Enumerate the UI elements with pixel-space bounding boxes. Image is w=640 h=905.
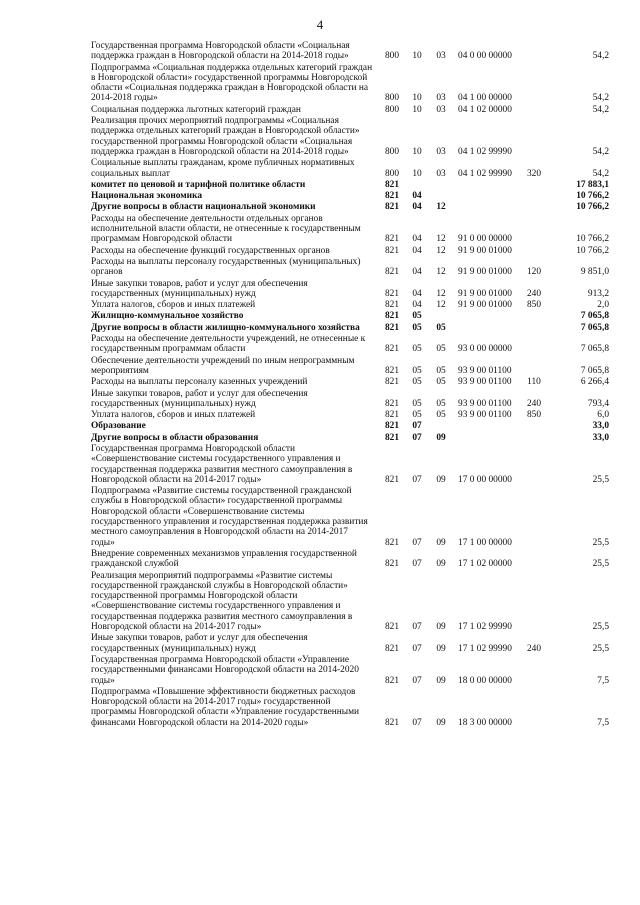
row-target-article-code [454, 323, 522, 334]
row-target-article-code: 93 9 00 01100 [458, 377, 512, 388]
row-expense-type-code [522, 311, 546, 322]
row-amount: 9 851,0 [580, 267, 609, 278]
row-amount: 33,0 [592, 421, 609, 432]
row-subsection-code [428, 421, 454, 432]
budget-table-body [91, 41, 609, 729]
row-ved-code: 821 [384, 622, 400, 633]
row-expense-type-code: 240 [526, 643, 542, 654]
row-amount: 33,0 [592, 432, 609, 443]
table-row [91, 158, 609, 180]
table-row [91, 105, 609, 116]
row-subsection-code: 05 [436, 344, 446, 355]
table-row [91, 655, 609, 687]
row-subsection-code: 05 [436, 322, 446, 333]
row-name: комитет по ценовой и тарифной политике области [91, 179, 306, 190]
row-target-article-code: 04 1 02 99990 [458, 146, 512, 157]
row-subsection-code: 09 [436, 717, 446, 728]
row-ved-code: 821 [384, 643, 400, 654]
row-target-article-code: 91 9 00 01000 [458, 288, 512, 299]
row-expense-type-code: 110 [527, 377, 541, 388]
row-ved-code: 821 [384, 365, 400, 376]
table-row [91, 334, 609, 356]
row-name: Уплата налогов, сборов и иных платежей [91, 410, 256, 421]
row-ved-code: 821 [384, 675, 400, 686]
row-amount: 6 266,4 [580, 377, 609, 388]
table-row [91, 63, 609, 105]
row-section-code: 05 [412, 365, 422, 376]
row-section-code: 10 [412, 104, 422, 115]
row-section-code: 07 [412, 675, 422, 686]
row-name: Образование [91, 421, 146, 432]
row-target-article-code: 91 9 00 01000 [458, 267, 512, 278]
row-ved-code: 800 [384, 93, 400, 104]
row-subsection-code: 09 [436, 474, 446, 485]
row-section-code: 07 [412, 643, 422, 654]
row-expense-type-code: 320 [526, 168, 542, 179]
row-target-article-code: 93 9 00 01100 [458, 410, 512, 421]
row-amount: 10 766,2 [576, 202, 609, 213]
row-amount: 54,2 [592, 51, 609, 62]
row-target-article-code: 17 0 00 00000 [458, 474, 512, 485]
row-expense-type-code [522, 214, 546, 246]
row-section-code: 10 [412, 146, 422, 157]
row-amount: 913,2 [587, 288, 609, 299]
row-subsection-code: 09 [436, 643, 446, 654]
row-target-article-code [454, 311, 522, 322]
table-row [91, 180, 609, 191]
row-amount: 7 065,8 [580, 311, 609, 322]
row-subsection-code: 09 [436, 559, 446, 570]
table-row [91, 257, 609, 279]
row-subsection-code: 12 [436, 202, 446, 213]
row-target-article-code: 93 9 00 01100 [458, 365, 512, 376]
row-name: Уплата налогов, сборов и иных платежей [91, 300, 256, 311]
row-ved-code: 800 [384, 51, 400, 62]
row-expense-type-code [522, 687, 546, 729]
row-ved-code: 821 [384, 717, 400, 728]
row-subsection-code: 09 [436, 675, 446, 686]
row-amount: 7 065,8 [580, 322, 609, 333]
row-ved-code: 821 [384, 377, 400, 388]
row-section-code: 05 [412, 344, 422, 355]
row-name: Другие вопросы в области образования [91, 432, 259, 443]
row-expense-type-code [522, 323, 546, 334]
row-amount: 2,0 [597, 300, 609, 311]
row-expense-type-code [522, 105, 546, 116]
row-target-article-code: 91 9 00 01000 [458, 245, 512, 256]
row-section-code: 04 [412, 202, 422, 213]
row-amount: 10 766,2 [576, 234, 609, 245]
row-name: Подпрограмма «Развитие системы государственной гражданской службы в Новгородской области» государственной программы Новгородской области «Совершенствование системы государственного управления и государственная поддержка развития местного самоуправления в Новгородской области на 2014-2017 годы» [91, 486, 368, 548]
row-expense-type-code: 240 [526, 288, 542, 299]
row-name: Расходы на обеспечение деятельности учреждений, не отнесенные к государственным программам области [91, 334, 366, 355]
row-section-code: 07 [412, 559, 422, 570]
row-expense-type-code [522, 202, 546, 213]
row-amount: 25,5 [592, 622, 609, 633]
row-ved-code: 821 [384, 421, 400, 432]
row-name: Внедрение современных механизмов управления государственной гражданской службой [91, 548, 357, 570]
row-subsection-code [428, 311, 454, 322]
row-ved-code: 821 [384, 267, 400, 278]
row-section-code: 05 [412, 322, 422, 333]
row-target-article-code: 17 1 02 99990 [458, 622, 512, 633]
table-row [91, 377, 609, 388]
row-ved-code: 821 [384, 537, 400, 548]
row-ved-code: 821 [384, 191, 400, 202]
table-row [91, 433, 609, 444]
row-section-code: 07 [412, 474, 422, 485]
row-name: Другие вопросы в области национальной экономики [91, 202, 316, 213]
row-target-article-code: 93 9 00 01100 [458, 398, 512, 409]
row-ved-code: 821 [384, 288, 400, 299]
row-section-code: 05 [412, 410, 422, 421]
row-ved-code: 821 [384, 300, 400, 311]
row-ved-code: 800 [384, 146, 400, 157]
row-ved-code: 821 [384, 311, 400, 322]
row-subsection-code [428, 191, 454, 202]
row-section-code: 05 [412, 311, 422, 322]
row-subsection-code: 09 [436, 537, 446, 548]
row-section-code: 07 [412, 421, 422, 432]
row-section-code: 04 [412, 267, 422, 278]
budget-table [91, 41, 609, 729]
row-amount: 54,2 [592, 93, 609, 104]
row-target-article-code: 17 1 00 00000 [458, 537, 512, 548]
row-subsection-code: 03 [436, 104, 446, 115]
row-ved-code: 821 [384, 322, 400, 333]
row-subsection-code: 05 [436, 410, 446, 421]
row-expense-type-code: 850 [526, 410, 542, 421]
row-target-article-code: 18 3 00 00000 [458, 717, 512, 728]
row-subsection-code: 12 [436, 245, 446, 256]
row-name: Государственная программа Новгородской области «Социальная поддержка граждан в Новгородской области на 2014-2018 годы» [91, 41, 350, 62]
row-section-code: 10 [412, 168, 422, 179]
row-expense-type-code [522, 433, 546, 444]
row-expense-type-code [522, 356, 546, 378]
row-amount: 54,2 [592, 104, 609, 115]
row-target-article-code [454, 202, 522, 213]
row-target-article-code: 17 1 02 99990 [458, 643, 512, 654]
row-subsection-code: 05 [436, 377, 446, 388]
row-target-article-code: 04 1 02 99990 [458, 168, 512, 179]
row-target-article-code: 17 1 02 00000 [458, 559, 512, 570]
table-row [91, 116, 609, 158]
row-target-article-code: 04 1 02 00000 [458, 104, 512, 115]
row-expense-type-code: 240 [526, 398, 542, 409]
row-amount: 25,5 [592, 537, 609, 548]
row-section-code: 10 [412, 93, 422, 104]
table-row [91, 687, 609, 729]
row-subsection-code: 05 [436, 398, 446, 409]
row-name: Подпрограмма «Повышение эффективности бюджетных расходов Новгородской области на 2014-2017 годы» государственной программы Новгородской области «Управление государственными финансами Новгородской области на 2014-2020 годы» [91, 686, 360, 728]
row-amount: 793,4 [587, 398, 609, 409]
row-subsection-code: 03 [436, 93, 446, 104]
row-amount: 10 766,2 [576, 245, 609, 256]
row-expense-type-code: 850 [526, 300, 542, 311]
table-row [91, 549, 609, 571]
table-row [91, 191, 609, 202]
row-section-code: 10 [412, 51, 422, 62]
row-name: Расходы на обеспечение функций государственных органов [91, 245, 330, 256]
row-name: Расходы на выплаты персоналу государственных (муниципальных) органов [91, 256, 361, 278]
row-ved-code: 821 [384, 432, 400, 443]
row-subsection-code: 03 [436, 146, 446, 157]
row-ved-code: 821 [384, 234, 400, 245]
row-amount: 17 883,1 [576, 179, 609, 190]
row-ved-code: 821 [384, 245, 400, 256]
row-amount: 6,0 [597, 410, 609, 421]
row-ved-code: 800 [384, 104, 400, 115]
row-ved-code: 821 [384, 179, 400, 190]
row-amount: 25,5 [592, 474, 609, 485]
row-subsection-code: 09 [436, 622, 446, 633]
row-subsection-code: 09 [436, 432, 446, 443]
row-name: Государственная программа Новгородской области «Совершенствование системы государственного управления и государственная поддержка развития местного самоуправления в Новгородской области на 2014-2017 годы» [91, 443, 353, 485]
row-target-article-code [454, 191, 522, 202]
row-name: Другие вопросы в области жилищно-коммунального хозяйства [91, 322, 360, 333]
row-name: Иные закупки товаров, работ и услуг для обеспечения государственных (муниципальных) нужд [91, 278, 308, 299]
row-expense-type-code [522, 246, 546, 257]
row-amount: 25,5 [592, 643, 609, 654]
row-name: Обеспечение деятельности учреждений по иным непрограммным мероприятиям [91, 355, 355, 376]
row-section-code: 05 [412, 398, 422, 409]
row-ved-code: 821 [384, 202, 400, 213]
row-name: Реализация прочих мероприятий подпрограммы «Социальная поддержка отдельных категорий граждан в Новгородской области» государственной программы Новгородской области «Социальная поддержка граждан в Новгородской области на 2014-2018 годы» [91, 116, 360, 157]
row-name: Социальные выплаты гражданам, кроме публичных нормативных социальных выплат [91, 158, 355, 179]
row-expense-type-code [522, 655, 546, 687]
row-ved-code: 800 [384, 168, 400, 179]
row-amount: 25,5 [592, 559, 609, 570]
row-expense-type-code [522, 444, 546, 486]
row-ved-code: 821 [384, 559, 400, 570]
row-target-article-code: 93 0 00 00000 [458, 344, 512, 355]
row-subsection-code: 12 [436, 267, 446, 278]
table-row [91, 214, 609, 246]
row-section-code: 07 [412, 622, 422, 633]
row-name: Жилищно-коммунальное хозяйство [91, 311, 244, 322]
row-section-code: 04 [412, 234, 422, 245]
row-name: Расходы на выплаты персоналу казенных учреждений [91, 377, 308, 388]
row-name: Иные закупки товаров, работ и услуг для обеспечения государственных (муниципальных) нужд [91, 633, 308, 654]
row-target-article-code: 04 0 00 00000 [458, 51, 512, 62]
row-expense-type-code [522, 421, 546, 432]
row-subsection-code: 03 [436, 168, 446, 179]
row-amount: 7 065,8 [580, 365, 609, 376]
row-section-code: 05 [412, 377, 422, 388]
row-expense-type-code: 120 [526, 267, 542, 278]
row-expense-type-code [522, 486, 546, 549]
row-amount: 7,5 [597, 675, 609, 686]
row-ved-code: 821 [384, 474, 400, 485]
row-target-article-code: 18 0 00 00000 [458, 675, 512, 686]
row-expense-type-code [522, 63, 546, 105]
row-name: Иные закупки товаров, работ и услуг для обеспечения государственных (муниципальных) нужд [91, 388, 308, 409]
row-expense-type-code [522, 41, 546, 63]
row-name: Подпрограмма «Социальная поддержка отдельных категорий граждан в Новгородской области» государственной программы Новгородской области «Социальная поддержка граждан в Новгородской области на 2014-2018 годы» [91, 62, 373, 104]
row-expense-type-code [522, 334, 546, 356]
row-section-code: 04 [412, 288, 422, 299]
table-row [91, 41, 609, 63]
row-expense-type-code [522, 180, 546, 191]
row-expense-type-code [522, 116, 546, 158]
row-amount: 54,2 [592, 146, 609, 157]
row-name: Национальная экономика [91, 191, 203, 202]
row-expense-type-code [522, 191, 546, 202]
table-row [91, 410, 609, 421]
row-name: Социальная поддержка льготных категорий граждан [91, 104, 301, 115]
row-amount: 7,5 [597, 717, 609, 728]
row-section-code: 04 [412, 245, 422, 256]
row-target-article-code [454, 433, 522, 444]
row-subsection-code [428, 180, 454, 191]
row-subsection-code: 05 [436, 365, 446, 376]
row-expense-type-code [522, 549, 546, 571]
row-amount: 54,2 [592, 168, 609, 179]
row-target-article-code: 91 9 00 01000 [458, 300, 512, 311]
row-section-code: 07 [412, 432, 422, 443]
row-name: Реализация мероприятий подпрограммы «Развитие системы государственной гражданской службы в Новгородской области» государственной программы Новгородской области «Совершенствование системы государственного управления и государственная поддержка развития местного самоуправления в Новгородской области на 2014-2017 годы» [91, 570, 353, 633]
row-section-code [406, 180, 428, 191]
row-subsection-code: 12 [436, 288, 446, 299]
row-section-code: 07 [412, 537, 422, 548]
row-target-article-code [454, 421, 522, 432]
row-subsection-code: 12 [436, 300, 446, 311]
row-target-article-code: 91 0 00 00000 [458, 234, 512, 245]
row-ved-code: 821 [384, 344, 400, 355]
row-target-article-code [454, 180, 522, 191]
table-row [91, 633, 609, 655]
row-ved-code: 821 [384, 398, 400, 409]
row-section-code: 04 [412, 191, 422, 202]
table-row [91, 323, 609, 334]
table-row [91, 311, 609, 322]
row-target-article-code: 04 1 00 00000 [458, 93, 512, 104]
row-expense-type-code [522, 571, 546, 634]
row-amount: 10 766,2 [576, 191, 609, 202]
table-row [91, 421, 609, 432]
table-row [91, 389, 609, 411]
row-ved-code: 821 [384, 410, 400, 421]
table-row [91, 444, 609, 486]
row-subsection-code: 03 [436, 51, 446, 62]
row-section-code: 07 [412, 717, 422, 728]
row-amount: 7 065,8 [580, 344, 609, 355]
table-row [91, 202, 609, 213]
table-row [91, 300, 609, 311]
table-row [91, 486, 609, 549]
table-row [91, 356, 609, 378]
row-name: Государственная программа Новгородской области «Управление государственными финансами Новгородской области на 2014-2020 годы» [91, 654, 359, 686]
table-row [91, 246, 609, 257]
row-subsection-code: 12 [436, 234, 446, 245]
table-row [91, 279, 609, 301]
page-number: 4 [316, 17, 324, 32]
row-name: Расходы на обеспечение деятельности отдельных органов исполнительной власти области, не отнесенные к государственным программам Новгородской области [91, 213, 361, 245]
table-row [91, 571, 609, 634]
row-section-code: 04 [412, 300, 422, 311]
